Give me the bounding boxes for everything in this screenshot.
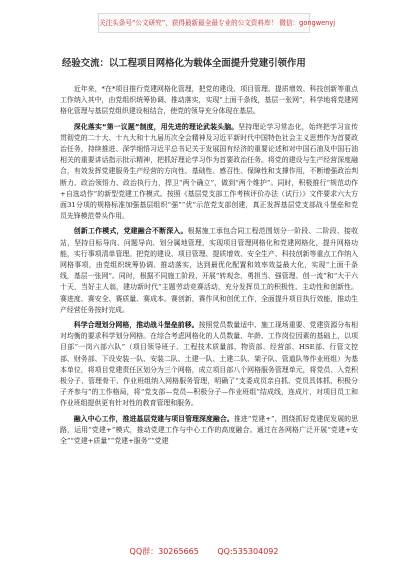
- header-banner: 关注头条号“公文研究”，获得最新最全最专业的公文资料库！ 微信：gongwenyj: [98, 13, 310, 33]
- paragraph-text: 按照党员数量适中、施工现场重要、党建资源分布相对均衡的要求科学划分网格。在综合考虑网格化的人员数量、年龄、工作岗位因素的基础上，以项目部“一岗六部六队”（项目领导班子、工程技术质量部、物资部、经营部、HSE部、行管文控部、财务部、下设安装一队、安装二队、土建一队、土建二队、架子队、管道队等作业班组）为基本单位，将项目党建责任区划分为三个网格，成立项目部八个网格服务管理单元，将党员、入党积极分子、管理骨干、作业班组纳入网格服务管理，明确了“支委成员亲自抓、党员具体抓、积极分子齐参与”的工作格局，将“党支部—党员—积极分子—作业班组”结成线，连成片，对项目员工和作业班组提供更有针对性的教育管理和服务。: [60, 321, 359, 408]
- paragraph-innovation: [60, 226, 358, 316]
- paragraph-lead: 科学合理划分网格，推动战斗堡垒前移。: [73, 321, 199, 330]
- paragraph-text: 坚持理论学习常态化，始终把学习宣传贯彻党的二十大、十九大和十九届历次全会精神及习近平新时代中国特色社会主义思想作为首要政治任务，持续推进、深学细悟习近平总书记关于发展国有经济的重要论述和对中国石油及中国石油相关的重要讲话指示批示精神，把抓好理论学习作为首要政治任务。将党的建设与生产经营深度融合，有效发挥党建服务生产经营的方向性、基础性、感召性、保障性和支撑作用，不断增强政治判断力、政治领悟力、政治执行力，捍卫“两个确立”，做到“两个维护”。同时，积极推行“规范动作+自选动作”的新型党建工作模式。按照《基层党支部工作考核评价办法（试行）》文件要求六大方面31分项的规格标准加强基层组织“强”“优”示范党支部创建，真正发挥基层党支部战斗堡垒和党员先锋模范带头作用。: [60, 122, 358, 221]
- paragraph-text: 根据施工承包合同工程范围划分一阶段、二阶段、接收站，坚持目标导向、问题导向、划分属地管理，实现项目管理网格化和党建网格化，提升网格功能，实行事项清单管理。把党的建设、项目管理、提质增效、安全生产、科技创新等重点工作纳入网格事项，由党组织统筹协调、推动落实，达到最优化配置和效率效益最大化，实现“上面千条线，基层一张网”。同时，根据不同施工阶段，开展“转观念、勇担当、强管理、创一流”和“大干六十天，当好主人翁，建功新时代”主题劳动竞赛活动，充分发挥员工的积极性、主动性和创新性。赛进度、赛安全、赛质量、赛成本。赛创新，赛作风和创优工作，全面提升项目执行效能，推动生产经营任务按时完成。: [60, 227, 359, 314]
- document-body: [60, 58, 358, 518]
- paragraph-lead: 创新工作模式，党建融合不断深入。: [73, 227, 188, 236]
- footer-qq-group: QQ群：30265665: [129, 547, 199, 556]
- paragraph-integration: [60, 414, 358, 448]
- paragraph-theory: [60, 122, 358, 223]
- paragraph-text: 近年来，*在*项目推行党建网格化管理，把党的建设、项目管理、提质增效、科技创新等重点工作纳入其中，由党组织统筹协调、推动落实，实现“上面千条线，基层一张网”，科学地将党建网格化管理与基层党组织建设相结合，使党的领导充分体现在基层。: [60, 85, 358, 116]
- paragraph-text: 推进“党建+”，围绕抓好党建促发展的思路，运用“党建+”模式，推动党建工作与中心工作的高度融合。通过在各网格广泛开展“党建+安全”“党建+质量”“党建+服务”“党建: [60, 414, 359, 446]
- footer-contact: [0, 546, 408, 558]
- paragraph-lead: 深化落实“第一议题”制度，用先进的理论武装头脑。: [73, 122, 239, 131]
- document-title: 经验交流：以工程项目网格化为载体全面提升党建引领作用: [62, 58, 306, 69]
- footer-qq: QQ:535304092: [217, 547, 279, 556]
- paragraph-lead: 融入中心工作，推进基层党建与项目管理深度融合。: [73, 414, 234, 423]
- paragraph-grid: [60, 320, 358, 410]
- paragraph-intro: [60, 84, 358, 118]
